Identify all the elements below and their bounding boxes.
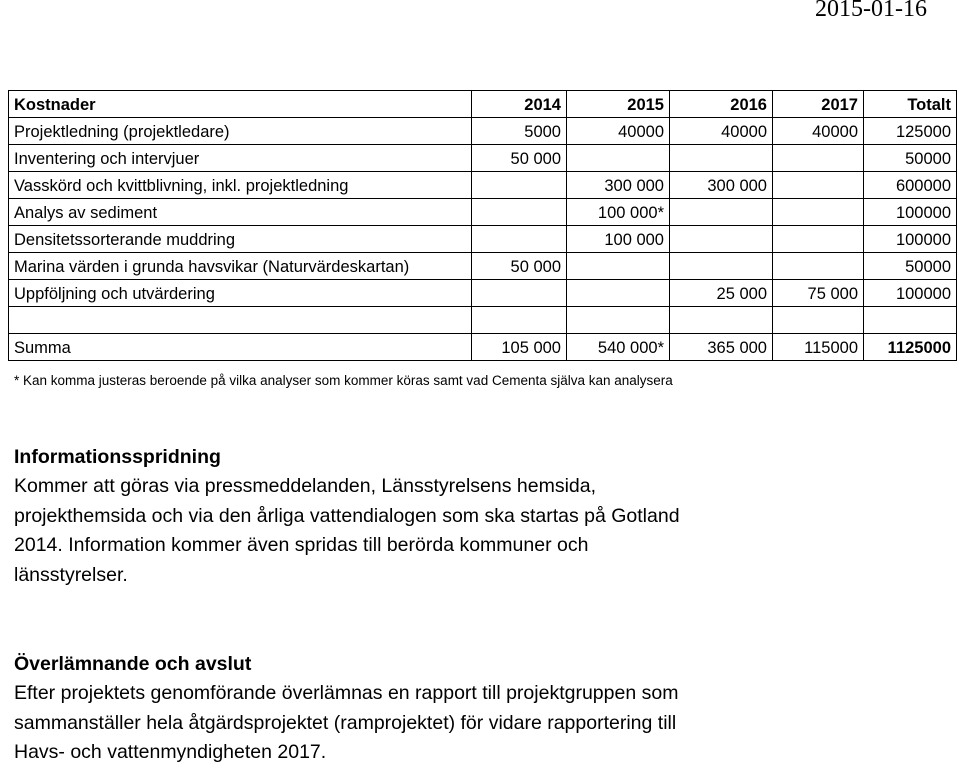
value-cell: 25 000 (670, 280, 773, 307)
value-cell: 40000 (567, 118, 670, 145)
section-line: 2014. Information kommer även spridas till berörda kommuner och (14, 534, 589, 556)
section-heading: Överlämnande och avslut (14, 653, 252, 675)
value-cell: 365 000 (670, 334, 773, 361)
section-overlamnande (14, 649, 814, 768)
table-header-row (9, 91, 957, 118)
value-cell: 115000 (773, 334, 864, 361)
value-cell: 540 000* (567, 334, 670, 361)
document-date: 2015-01-16 (815, 0, 927, 22)
value-cell: 125000 (864, 118, 957, 145)
table-row (9, 280, 957, 307)
value-cell (670, 226, 773, 253)
value-cell: 40000 (773, 118, 864, 145)
value-cell (773, 145, 864, 172)
value-cell: 50 000 (472, 253, 567, 280)
section-line: Havs- och vattenmyndigheten 2017. (14, 741, 327, 763)
table-row (9, 118, 957, 145)
cost-table (8, 90, 957, 361)
value-cell (567, 307, 670, 334)
table-row (9, 253, 957, 280)
table-footnote: * Kan komma justeras beroende på vilka analyser som kommer köras samt vad Cementa själva kan analysera (14, 373, 673, 388)
section-heading: Informationsspridning (14, 446, 221, 468)
value-cell (567, 145, 670, 172)
value-cell: 5000 (472, 118, 567, 145)
value-cell (472, 226, 567, 253)
section-body (14, 472, 814, 590)
value-cell: 105 000 (472, 334, 567, 361)
value-cell (472, 280, 567, 307)
section-line: sammanställer hela åtgärdsprojektet (ramprojektet) för vidare rapportering till (14, 711, 677, 734)
value-cell (567, 253, 670, 280)
row-label-cell: Inventering och intervjuer (9, 145, 472, 172)
table-row (9, 307, 957, 334)
row-label-cell: Kostnader (9, 91, 472, 118)
value-cell: 75 000 (773, 280, 864, 307)
value-cell (670, 307, 773, 334)
value-cell: 50 000 (472, 145, 567, 172)
value-cell (670, 199, 773, 226)
value-cell (773, 199, 864, 226)
row-label-cell: Projektledning (projektledare) (9, 118, 472, 145)
value-cell (472, 307, 567, 334)
row-label-cell: Analys av sediment (9, 199, 472, 226)
row-label-cell: Vasskörd och kvittblivning, inkl. projektledning (9, 172, 472, 199)
table-row (9, 199, 957, 226)
section-line: länsstyrelser. (14, 563, 128, 586)
value-cell (773, 307, 864, 334)
cost-table-body (9, 91, 957, 361)
value-cell: 40000 (670, 118, 773, 145)
value-cell: 100000 (864, 226, 957, 253)
value-cell (864, 307, 957, 334)
section-line: Kommer att göras via pressmeddelanden, Länsstyrelsens hemsida, (14, 475, 597, 497)
value-cell (773, 226, 864, 253)
value-cell: 300 000 (567, 172, 670, 199)
section-line: projekthemsida och via den årliga vattendialogen som ska startas på Gotland (14, 504, 680, 527)
row-label-cell: Uppföljning och utvärdering (9, 280, 472, 307)
value-cell: 2015 (567, 91, 670, 118)
value-cell: 100 000* (567, 199, 670, 226)
value-cell (670, 145, 773, 172)
value-cell: 50000 (864, 145, 957, 172)
value-cell: 600000 (864, 172, 957, 199)
row-label-cell: Marina värden i grunda havsvikar (Naturvärdeskartan) (9, 253, 472, 280)
value-cell (472, 199, 567, 226)
value-cell: 300 000 (670, 172, 773, 199)
value-cell: 2014 (472, 91, 567, 118)
section-informationsspridning (14, 442, 814, 590)
table-row (9, 172, 957, 199)
value-cell: Totalt (864, 91, 957, 118)
value-cell (670, 253, 773, 280)
section-body (14, 679, 814, 768)
value-cell: 100000 (864, 280, 957, 307)
value-cell: 1125000 (864, 334, 957, 361)
table-row (9, 145, 957, 172)
row-label-cell (9, 307, 472, 334)
value-cell (567, 280, 670, 307)
value-cell (773, 172, 864, 199)
row-label-cell: Densitetssorterande muddring (9, 226, 472, 253)
value-cell: 100 000 (567, 226, 670, 253)
table-total-row (9, 334, 957, 361)
value-cell: 2017 (773, 91, 864, 118)
value-cell (773, 253, 864, 280)
value-cell: 100000 (864, 199, 957, 226)
section-line: Efter projektets genomförande överlämnas en rapport till projektgruppen som (14, 682, 679, 704)
row-label-cell: Summa (9, 334, 472, 361)
table-row (9, 226, 957, 253)
value-cell: 50000 (864, 253, 957, 280)
value-cell: 2016 (670, 91, 773, 118)
value-cell (472, 172, 567, 199)
